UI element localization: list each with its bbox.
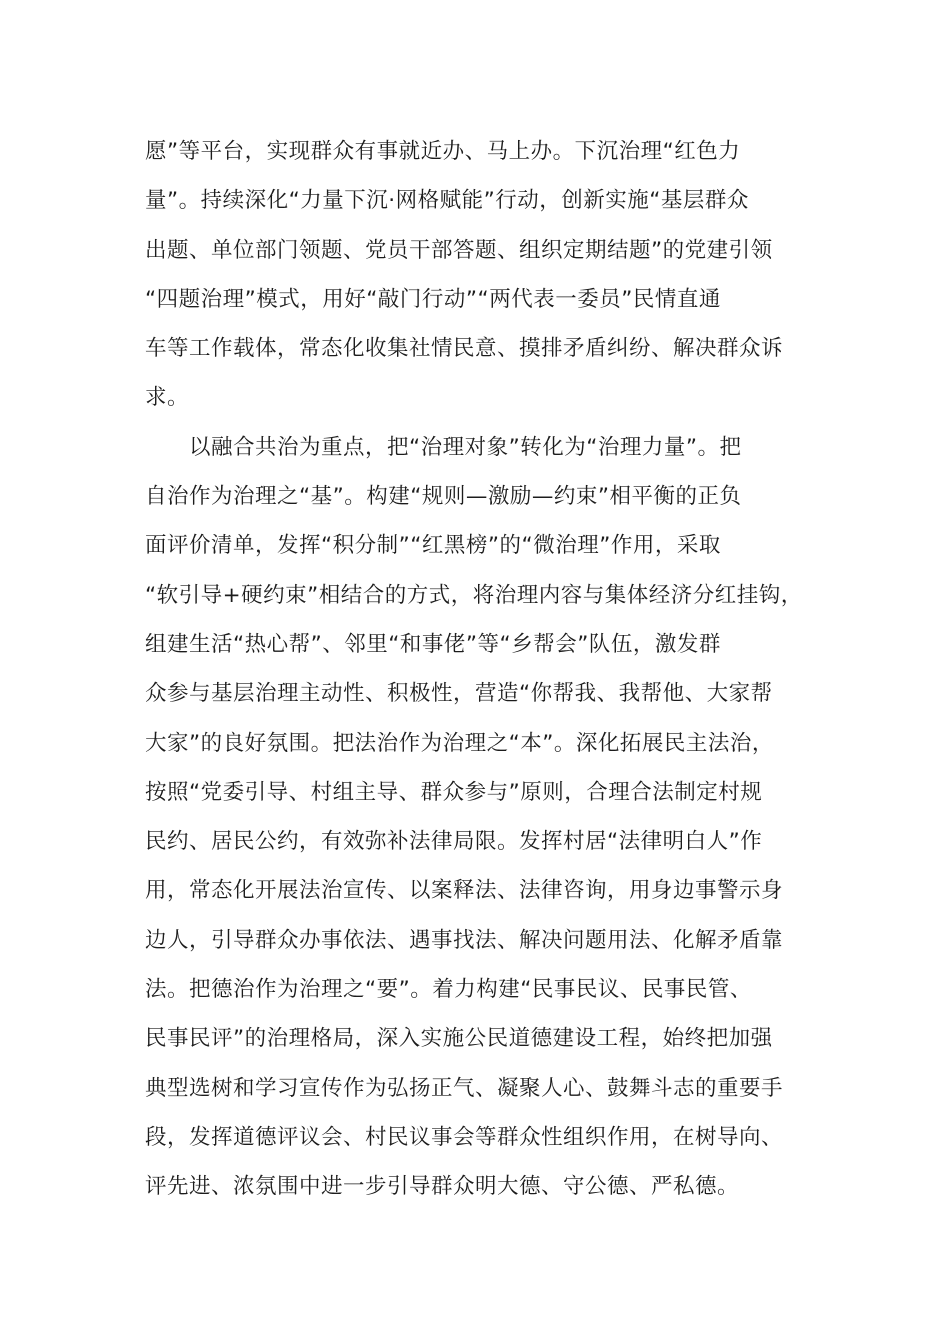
text-line: 车等工作载体，常态化收集社情民意、摸排矛盾纠纷、解决群众诉 xyxy=(145,336,784,362)
paragraph-1 xyxy=(145,127,820,423)
text-line: 民约、居民公约，有效弥补法律局限。发挥村居“法律明白人”作 xyxy=(145,829,763,855)
text-line: 边人，引导群众办事依法、遇事找法、解决问题用法、化解矛盾靠 xyxy=(145,927,784,953)
text-line: 自治作为治理之“基”。构建“规则—激励—约束”相平衡的正负 xyxy=(145,484,742,510)
text-line: 民事民评”的治理格局，深入实施公民道德建设工程，始终把加强 xyxy=(145,1026,773,1052)
text-line: 按照“党委引导、村组主导、群众参与”原则，合理合法制定村规 xyxy=(145,779,763,805)
text-line: 组建生活“热心帮”、邻里“和事佬”等“乡帮会”队伍，激发群 xyxy=(145,631,721,657)
text-line: 法。把德治作为治理之“要”。着力构建“民事民议、民事民管、 xyxy=(145,977,752,1003)
document-body xyxy=(145,127,820,1212)
text-line: 愿”等平台，实现群众有事就近办、马上办。下沉治理“红色力 xyxy=(145,139,741,164)
text-line: 出题、单位部门领题、党员干部答题、组织定期结题”的党建引领 xyxy=(145,237,773,263)
text-line: “软引导+硬约束”相结合的方式，将治理内容与集体经济分红挂钩， xyxy=(145,582,803,608)
text-line: “四题治理”模式，用好“敲门行动”“两代表一委员”民情直通 xyxy=(145,286,721,312)
paragraph-2 xyxy=(145,423,820,1212)
text-line: 评先进、浓氛围中进一步引导群众明大德、守公德、严私德。 xyxy=(145,1174,740,1200)
text-line: 求。 xyxy=(145,385,190,411)
text-line: 用，常态化开展法治宣传、以案释法、法律咨询，用身边事警示身 xyxy=(145,878,784,904)
text-line: 众参与基层治理主动性、积极性，营造“你帮我、我帮他、大家帮 xyxy=(145,681,773,707)
text-line: 面评价清单，发挥“积分制”“红黑榜”的“微治理”作用，采取 xyxy=(145,533,721,559)
text-line: 量”。持续深化“力量下沉·网格赋能”行动，创新实施“基层群众 xyxy=(145,188,749,214)
text-line: 典型选树和学习宣传作为弘扬正气、凝聚人心、鼓舞斗志的重要手 xyxy=(145,1075,784,1101)
text-line: 大家”的良好氛围。把法治作为治理之“本”。深化拓展民主法治， xyxy=(145,730,774,756)
text-line: 段，发挥道德评议会、村民议事会等群众性组织作用，在树导向、 xyxy=(145,1124,784,1150)
text-line: 以融合共治为重点，把“治理对象”转化为“治理力量”。把 xyxy=(145,434,742,460)
